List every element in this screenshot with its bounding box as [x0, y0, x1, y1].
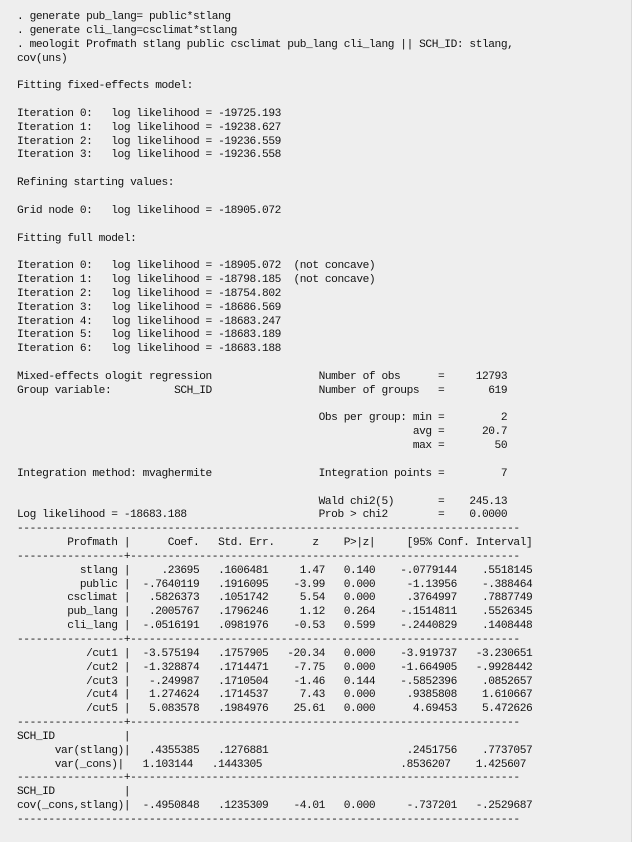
table-row: var(stlang)| .4355385 .1276881 .2451756 .7737057 [17, 744, 533, 757]
output-line: cov(uns) [17, 52, 68, 65]
blank-line [17, 191, 532, 205]
table-row: /cut2 | -1.328874 .1714471 -7.75 0.000 -1.664905 -.9928442 [17, 661, 533, 674]
output-line: Wald chi2(5) = 245.13 [17, 495, 508, 508]
table-row: stlang | .23695 .1606481 1.47 0.140 -.0779144 .5518145 [17, 564, 533, 577]
table-row: cov(_cons,stlang)| -.4950848 .1235309 -4.01 0.000 -.737201 -.2529687 [17, 800, 533, 813]
output-line: Iteration 2: log likelihood = -18754.802 [17, 287, 281, 300]
table-separator: -----------------+-------------------------------------------------------------- [17, 717, 520, 730]
table-row: /cut4 | 1.274624 .1714537 7.43 0.000 .9385808 1.610667 [17, 689, 533, 702]
blank-line [17, 66, 532, 80]
output-line: Iteration 1: log likelihood = -19238.627 [17, 121, 281, 134]
output-line: Log likelihood = -18683.188 Prob > chi2 = 0.0000 [17, 509, 508, 522]
stata-output [17, 11, 532, 828]
command-line: . generate pub_lang= public*stlang [17, 11, 231, 23]
output-line: Fitting full model: [17, 232, 137, 245]
output-line: Group variable: SCH_ID Number of groups = 619 [17, 384, 508, 397]
output-line: Iteration 3: log likelihood = -18686.569 [17, 301, 281, 314]
output-line: max = 50 [17, 440, 508, 453]
table-row: SCH_ID | [17, 786, 131, 799]
table-row: csclimat | .5826373 .1051742 5.54 0.000 .3764997 .7887749 [17, 592, 533, 605]
command-line: . meologit Profmath stlang public csclimat pub_lang cli_lang || SCH_ID: stlang, [17, 38, 514, 51]
table-row: SCH_ID | [17, 730, 131, 743]
output-line: Iteration 0: log likelihood = -18905.072 (not concave) [17, 260, 376, 273]
output-line: Refining starting values: [17, 177, 175, 190]
table-separator: -----------------+-------------------------------------------------------------- [17, 633, 520, 646]
output-line: Iteration 1: log likelihood = -18798.185 (not concave) [17, 274, 376, 287]
output-line: Integration method: mvaghermite Integration points = 7 [17, 467, 508, 480]
blank-line [17, 454, 532, 468]
output-line: Grid node 0: log likelihood = -18905.072 [17, 204, 281, 217]
table-row: var(_cons)| 1.103144 .1443305 .8536207 1.425607 [17, 758, 526, 771]
blank-line [17, 163, 532, 177]
table-row: cli_lang | -.0516191 .0981976 -0.53 0.599 -.2440829 .1408448 [17, 620, 533, 633]
blank-line [17, 219, 532, 233]
output-line: Iteration 0: log likelihood = -19725.193 [17, 107, 281, 120]
output-line: avg = 20.7 [17, 426, 508, 439]
blank-line [17, 357, 532, 371]
output-line: Mixed-effects ologit regression Number of obs = 12793 [17, 370, 508, 383]
output-line: Iteration 5: log likelihood = -18683.189 [17, 329, 281, 342]
table-row: Profmath | Coef. Std. Err. z P>|z| [95% Conf. Interval] [17, 537, 533, 550]
blank-line [17, 94, 532, 108]
output-line: Obs per group: min = 2 [17, 412, 508, 425]
blank-line [17, 399, 532, 413]
output-line: Iteration 3: log likelihood = -19236.558 [17, 149, 281, 162]
blank-line [17, 246, 532, 260]
output-line: Iteration 4: log likelihood = -18683.247 [17, 315, 281, 328]
table-row: /cut3 | -.249987 .1710504 -1.46 0.144 -.5852396 .0852657 [17, 675, 533, 688]
table-row: /cut5 | 5.083578 .1984976 25.61 0.000 4.69453 5.472626 [17, 703, 533, 716]
blank-line [17, 482, 532, 496]
table-row: public | -.7640119 .1916095 -3.99 0.000 -1.13956 -.388464 [17, 578, 533, 591]
table-separator: -----------------+-------------------------------------------------------------- [17, 550, 520, 563]
command-line: . generate cli_lang=csclimat*stlang [17, 24, 237, 37]
output-line: Fitting fixed-effects model: [17, 80, 193, 93]
table-row: pub_lang | .2005767 .1796246 1.12 0.264 -.1514811 .5526345 [17, 606, 533, 619]
table-separator: -------------------------------------------------------------------------------- [17, 813, 520, 826]
table-row: /cut1 | -3.575194 .1757905 -20.34 0.000 -3.919737 -3.230651 [17, 647, 533, 660]
output-line: Iteration 2: log likelihood = -19236.559 [17, 135, 281, 148]
output-line: Iteration 6: log likelihood = -18683.188 [17, 343, 281, 356]
table-separator: -------------------------------------------------------------------------------- [17, 523, 520, 536]
table-separator: -----------------+-------------------------------------------------------------- [17, 772, 520, 785]
